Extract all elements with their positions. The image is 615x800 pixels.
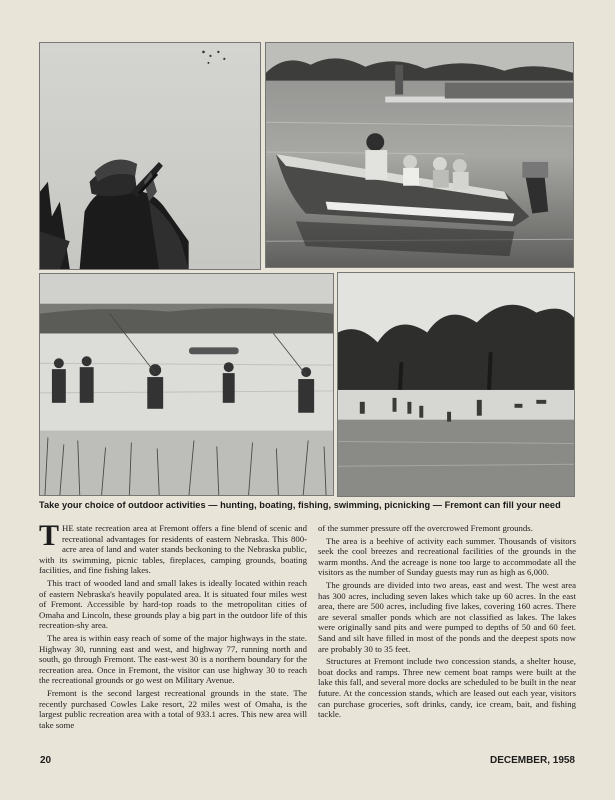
fishing-image: [40, 274, 333, 495]
hunter-image: [40, 43, 260, 269]
article-paragraph: THE state recreation area at Fremont offers a fine blend of scenic and recreational advantages for residents of eastern Nebraska. This 800-acre area of land and water stands beckoning to the Nebraska public, with its swimming, picnic tables, fireplaces, camping grounds, boating facilities, and fine fishing lakes.: [39, 519, 307, 576]
article-paragraph: Fremont is the second largest recreational grounds in the state. The recently purchased Cowles Lake resort, 22 miles west of Omaha, is the largest public recreation area with a total of 933.1 acres. This new area will take some: [39, 687, 307, 730]
article-paragraph: of the summer pressure off the overcrowed Fremont grounds.: [318, 523, 533, 533]
photo-fishing: [39, 273, 334, 496]
article-paragraph: The area is within easy reach of some of the major highways in the state. Highway 30, running east and west, and highway 77, running north and south, go through Fremont. The east-west 30 is a northern boundary for the recreation area. Once in Fremont, the visitor can use highway 30 to reach the recreational grounds or go west on Military Avenue.: [39, 632, 307, 686]
article-paragraph: Structures at Fremont include two concession stands, a shelter house, boat docks and ramps. Three new cement boat ramps were built at the lake this fall, and several more docks are scheduled to be built in the near future. At the concession stands, which are leased out each year, visitors can purchase groceries, soft drinks, candy, ice cream, bait, and fishing tackle.: [318, 656, 576, 720]
drop-cap: T: [39, 519, 60, 552]
photo-boating: [265, 42, 574, 268]
issue-date: DECEMBER, 1958: [489, 755, 575, 766]
photo-caption: Take your choice of outdoor activities — hunting, boating, fishing, swimming, picnicking — Fremont can fill your need: [39, 500, 561, 510]
boat-image: [266, 43, 573, 267]
article-paragraph: This tract of wooded land and small lakes is ideally located within reach of eastern Nebraska's heavily populated area. It is situated four miles west of Fremont. Accessible by hard-top roads to the metropolitan cities of Omaha and Lincoln, these grounds play a big part in the outdoor life of this recreation-shy area.: [39, 577, 307, 631]
article-column-right: [318, 523, 576, 722]
page-number: 20: [40, 755, 52, 766]
article-paragraph: The grounds are divided into two areas, east and west. The west area has 300 acres, including seven lakes which take up 60 acres. In the east area, there are 500 acres, including five lakes, covering 160 acres. There are several smaller ponds which are not classified as lakes. The lakes were originally sand pits and were pumped to depths of 50 and 60 feet. Sand and silt have filled in most of the ponds and the deepest spots now are probably 30 to 35 feet.: [318, 579, 576, 654]
photo-swimming: [337, 272, 575, 497]
article-column-left: [39, 519, 307, 732]
article-paragraph: The area is a beehive of activity each summer. Thousands of visitors seek the cool breezes and recreational facilities of the grounds in the warm months. And the acreage is none too large to accommodate all the visitors as the number of Sunday guests may run as high as 6,000.: [318, 535, 576, 578]
photo-hunter: [39, 42, 261, 270]
beach-image: [338, 273, 574, 496]
